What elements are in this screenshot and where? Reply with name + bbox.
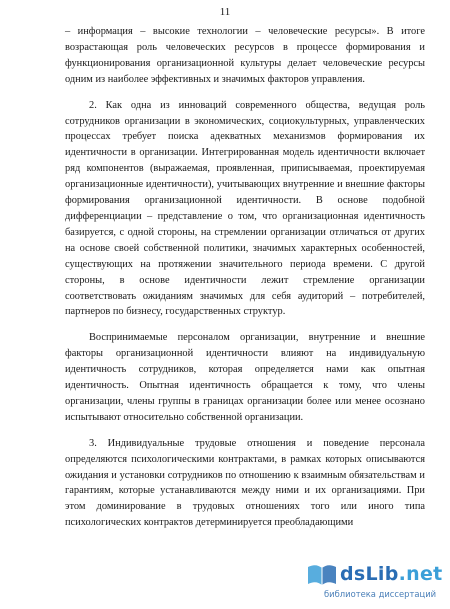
- watermark-brand-main: dsLib: [340, 563, 399, 585]
- paragraph-1: – информация – высокие технологии – человеческие ресурсы». В итоге возрастающая роль человеческих ресурсов в процессе формирования и функционирования организационной культуры делает человеческие ресурсы одним из наиболее эффективных и значимых факторов управления.: [65, 26, 425, 85]
- paragraph-3: Воспринимаемые персоналом организации, внутренние и внешние факторы организационной идентичности влияют на индивидуальную идентичность сотрудников, которая определяется нами как опытная идентичность. Опытная идентичность обращается к тому, что члены организации, члены группы в границах организации более или менее осознано испытывают относительно собственной организации.: [65, 332, 425, 423]
- paragraph-2: 2. Как одна из инноваций современного общества, ведущая роль сотрудников организации в экономических, социокультурных, управленческих процессах требует поиска адекватных механизмов формирования их идентичности в организации. Интегрированная модель идентичности включает ряд компонентов (выражаемая, проявленная, приписываемая, проектируемая организационные идентичности), учитывающих внутренние и внешние факторы формирования организационной идентичности. В основе подобной дифференциации – представление о том, что организационная идентичность базируется, с одной стороны, на стремлении организации отличаться от других на основе своей собственной политики, значимых характерных особенностей, существующих на протяжении значительного периода времени. С другой стороны, в основе идентичности лежит стремление организации соответствовать ожиданиям значимых для себя аудиторий – потребителей, партнеров по бизнесу, государственных структур.: [65, 99, 425, 318]
- watermark-brand-accent: .net: [398, 563, 443, 585]
- watermark-brand: [340, 563, 443, 585]
- paragraph-4: 3. Индивидуальные трудовые отношения и поведение персонала определяются психологическими контрактами, в рамках которых описываются ожидания и установки сотрудников по отношению к взаимным обязательствам и гарантиям, которые устанавливаются между ними и их организациями. При этом доминирование в трудовых отношениях того или иного типа психологических контрактов детерминируется преобладающими: [65, 437, 425, 529]
- page-number: 11: [219, 6, 231, 18]
- dslib-watermark[interactable]: [304, 559, 443, 603]
- book-logo-icon: [304, 559, 340, 589]
- document-body: [65, 24, 425, 531]
- watermark-subtitle: библиотека диссертаций: [324, 589, 437, 599]
